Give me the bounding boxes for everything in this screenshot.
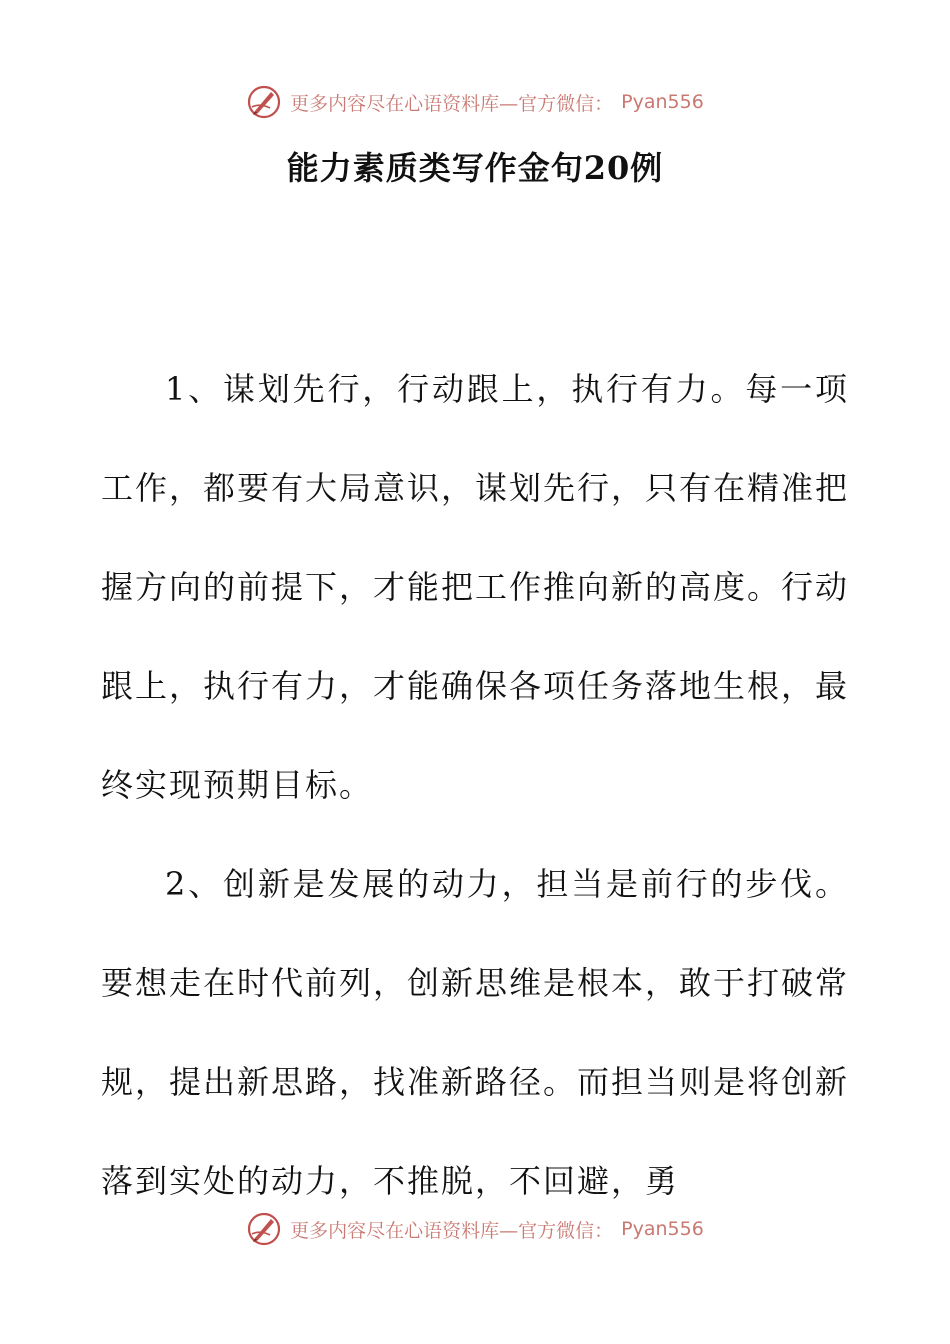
paragraph-1: 1、谋划先行，行动跟上，执行有力。每一项工作，都要有大局意识，谋划先行，只有在精准把握方向的前提下，才能把工作推向新的高度。行动跟上，执行有力，才能确保各项任务落地生根，最终实现预期目标。 bbox=[101, 370, 850, 804]
pen-circle-logo-icon bbox=[246, 1211, 282, 1247]
watermark-text: 更多内容尽在心语资料库—官方微信： bbox=[290, 1219, 614, 1242]
watermark-wechat-id: Pyan556 bbox=[621, 1218, 704, 1240]
page-title: 能力素质类写作金句20例 bbox=[286, 149, 664, 187]
watermark-text: 更多内容尽在心语资料库—官方微信： bbox=[290, 92, 614, 115]
document-body bbox=[101, 340, 849, 1231]
watermark-wechat-id: Pyan556 bbox=[621, 91, 704, 113]
footer-watermark bbox=[0, 1211, 950, 1247]
pen-circle-logo-icon bbox=[246, 84, 282, 120]
paragraph-2: 2、创新是发展的动力，担当是前行的步伐。要想走在时代前列，创新思维是根本，敢于打破常规，提出新思路，找准新路径。而担当则是将创新落到实处的动力，不推脱，不回避，勇 bbox=[101, 865, 850, 1200]
header-watermark bbox=[0, 84, 950, 120]
